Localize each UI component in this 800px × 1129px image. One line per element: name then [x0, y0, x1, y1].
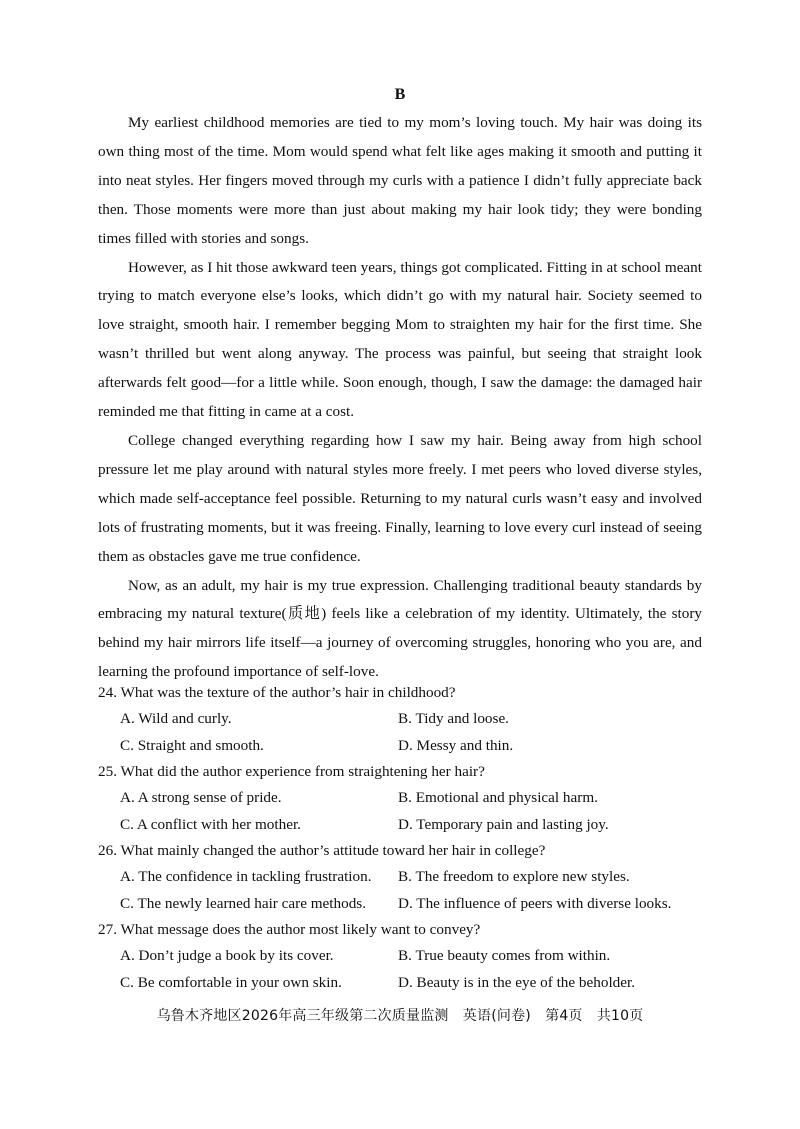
option-a: A. Wild and curly.: [120, 710, 232, 727]
reading-passage: [98, 109, 702, 687]
option-d: D. Beauty is in the eye of the beholder.: [398, 973, 636, 991]
question-list: [98, 680, 702, 996]
option-a: A. The confidence in tackling frustration.: [120, 868, 372, 885]
option-c: C. Straight and smooth.: [120, 736, 264, 754]
option-a: A. Don’t judge a book by its cover.: [120, 947, 334, 964]
question-26: [98, 838, 702, 917]
question-stem: 26. What mainly changed the author’s attitude toward her hair in college?: [98, 842, 546, 859]
question-27: [98, 917, 702, 996]
option-b: B. Emotional and physical harm.: [398, 789, 598, 806]
passage-paragraph: My earliest childhood memories are tied to my mom’s loving touch. My hair was doing its own thing most of the time. Mom would spend what felt like ages making it smooth and putting it into neat styles. Her fingers moved through my curls with a patience I didn’t fully appreciate back then. Those moments were more than just about making my hair look tidy; they were bonding times filled with stories and songs.: [98, 114, 702, 247]
passage-paragraph: Now, as an adult, my hair is my true expression. Challenging traditional beauty standards by embracing my natural texture(质地) feels like a celebration of my identity. Ultimately, the story behind my hair mirrors life itself—a journey of overcoming struggles, honoring who you are, and learning the profound importance of self-love.: [98, 576, 702, 681]
section-heading: B: [394, 86, 406, 103]
question-stem: 25. What did the author experience from straightening her hair?: [98, 763, 485, 780]
option-a: A. A strong sense of pride.: [120, 789, 282, 806]
passage-paragraph: However, as I hit those awkward teen years, things got complicated. Fitting in at school meant trying to match everyone else’s looks, which didn’t go with my natural hair. Society seemed to love straight, smooth hair. I remember begging Mom to straighten my hair for the first time. She wasn’t thrilled but went along anyway. The process was painful, but seeing that straight look afterwards felt good—for a little while. Soon enough, though, I saw the damage: the damaged hair reminded me that fitting in came at a cost.: [98, 258, 702, 421]
page-footer: 乌鲁木齐地区2026年高三年级第二次质量监测 英语(问卷) 第4页 共10页: [156, 1008, 644, 1024]
option-b: B. True beauty comes from within.: [398, 947, 611, 964]
option-b: B. Tidy and loose.: [398, 710, 509, 727]
option-d: D. The influence of peers with diverse looks.: [398, 894, 672, 912]
question-stem: 27. What message does the author most likely want to convey?: [98, 921, 481, 938]
question-25: [98, 759, 702, 838]
option-c: C. A conflict with her mother.: [120, 815, 301, 833]
option-c: C. Be comfortable in your own skin.: [120, 973, 342, 991]
option-b: B. The freedom to explore new styles.: [398, 868, 630, 885]
option-d: D. Messy and thin.: [398, 736, 514, 754]
passage-paragraph: College changed everything regarding how I saw my hair. Being away from high school pressure let me play around with natural styles more freely. I met peers who loved diverse styles, which made self-acceptance feel possible. Returning to my natural curls wasn’t easy and involved lots of frustrating moments, but it was freeing. Finally, learning to love every curl instead of seeing them as obstacles gave me true confidence.: [98, 431, 702, 565]
question-24: [98, 680, 702, 759]
option-d: D. Temporary pain and lasting joy.: [398, 815, 609, 833]
option-c: C. The newly learned hair care methods.: [120, 894, 367, 912]
question-stem: 24. What was the texture of the author’s hair in childhood?: [98, 684, 456, 701]
